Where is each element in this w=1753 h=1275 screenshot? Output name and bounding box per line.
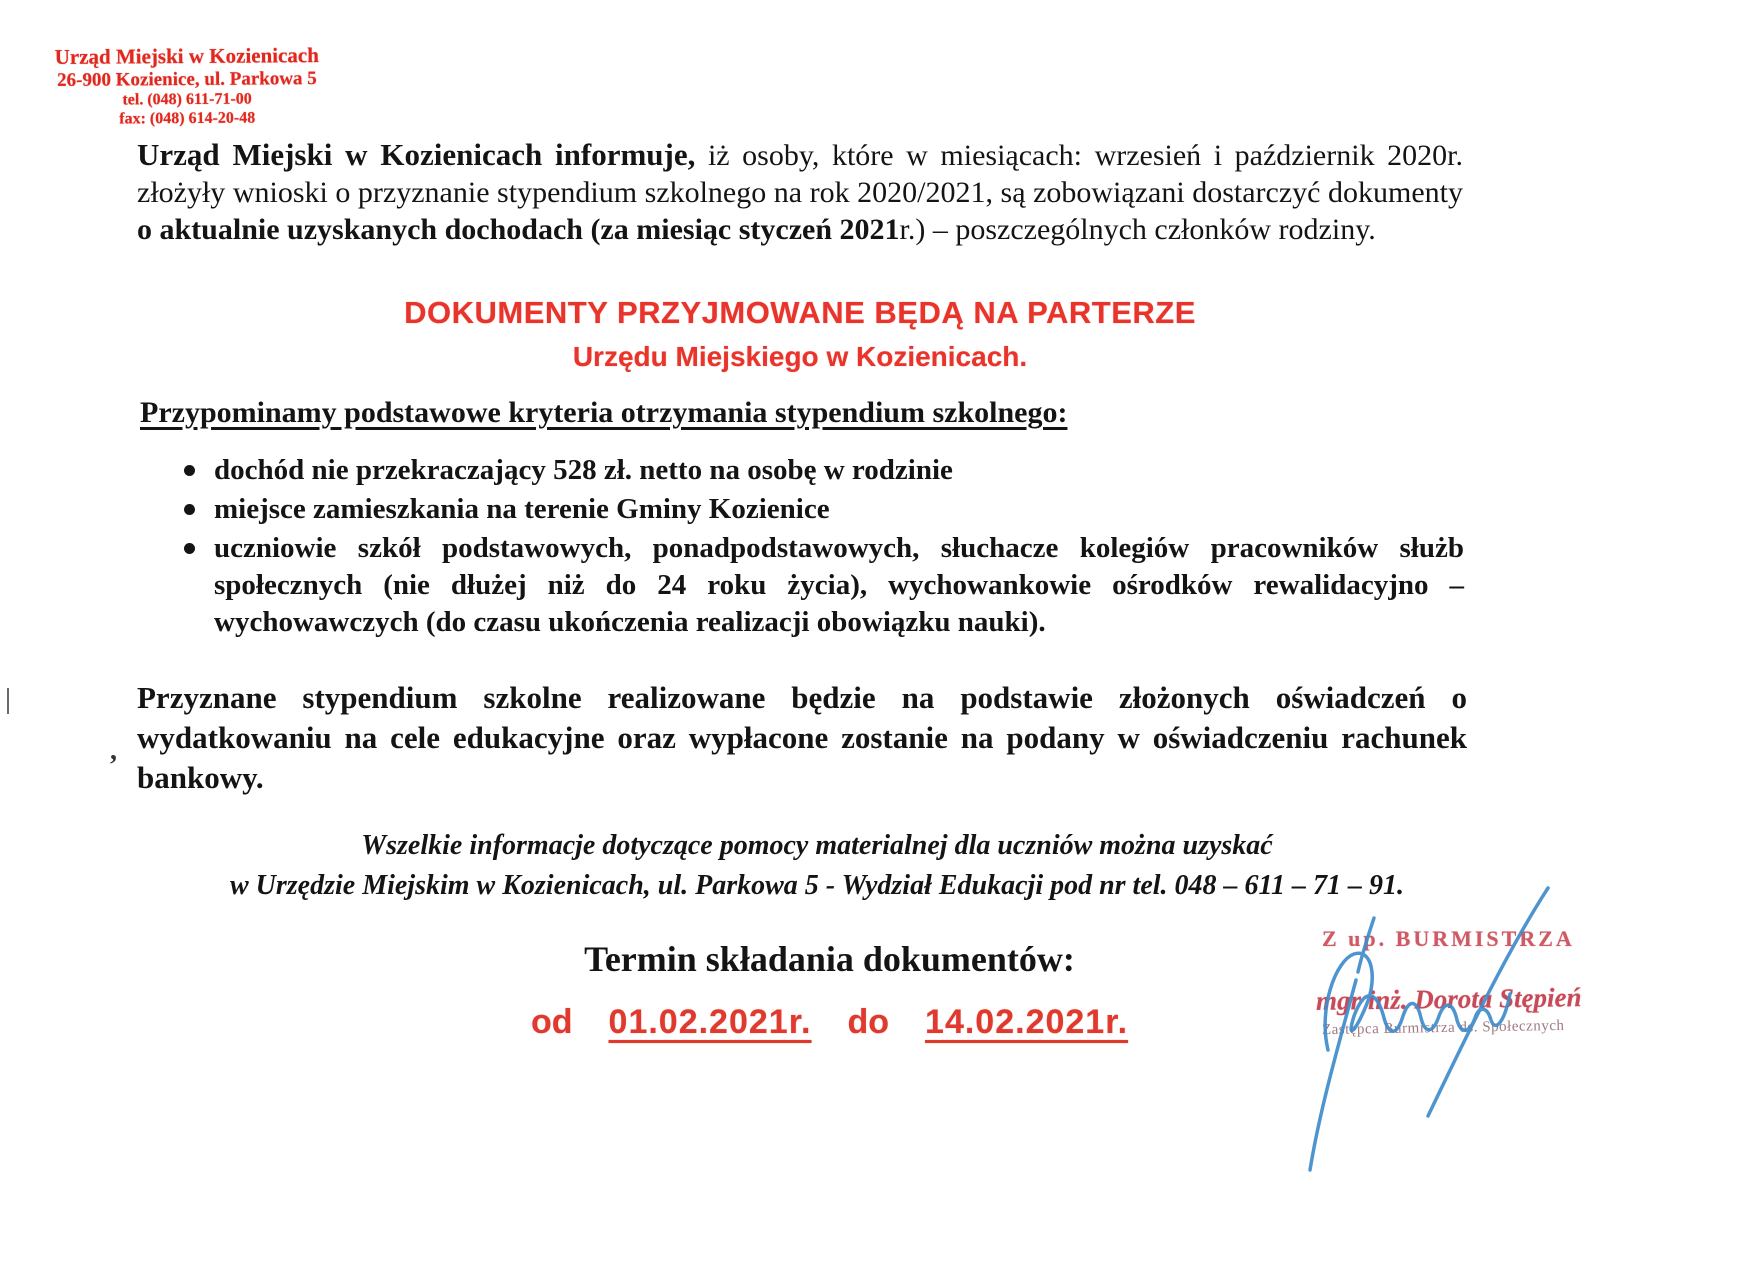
stamp-office-name: Urząd Miejski w Kozienicach [54,43,319,69]
deadline-heading: Termin składania dokumentów: [584,939,1075,979]
intro-text-2: r.) – poszczególnych członków rodziny. [899,213,1376,246]
intro-bold-lead: Urząd Miejski w Kozienicach informuje, [137,137,696,172]
stamp-phone: tel. (048) 611-71-00 [122,90,252,109]
office-address-stamp [42,43,333,130]
info-line-1: Wszelkie informacje dotyczące pomocy materialnej dla uczniów można uzyskać [361,830,1273,861]
info-line-2: w Urzędzie Miejskim w Kozienicach, ul. Parkowa 5 - Wydział Edukacji pod nr tel. 048 – 611 – 71 – 91. [229,870,1405,901]
scan-artifact-comma: , [110,735,117,766]
red-banner [137,295,1463,373]
deadline-from-date: 01.02.2021r. [608,1003,812,1041]
deadline-to-date: 14.02.2021r. [925,1003,1129,1041]
stamp-fax: fax: (048) 614-20-48 [119,109,256,128]
payment-paragraph: Przyznane stypendium szkolne realizowane będzie na podstawie złożonych oświadczeń o wydatkowaniu na cele edukacyjne oraz wypłacone zostanie na podany w oświadczeniu rachunek bankowy. [137,680,1467,795]
criteria-item-residence: miejsce zamieszkania na terenie Gminy Kozienice [178,491,1464,528]
intro-paragraph [137,136,1463,248]
signature-authority-stamp: Z up. BURMISTRZA [1322,926,1575,951]
intro-text-1: iż osoby, które w miesiącach: wrzesień i październik 2020r. złożyły wnioski o przyznanie stypendium szkolnego na rok 2020/2021, są zobowiązani dostarczyć dokumenty [137,139,1463,209]
scan-artifact-tick [7,688,9,714]
criteria-item-income: dochód nie przekraczający 528 zł. netto na osobę w rodzinie [178,452,1464,489]
banner-line-2: Urzędu Miejskiego w Kozienicach. [572,341,1028,372]
intro-bold-income: o aktualnie uzyskanych dochodach (za miesiąc styczeń 2021 [137,213,900,246]
signature-ink [1258,868,1578,1198]
criteria-item-students: uczniowie szkół podstawowych, ponadpodstawowych, słuchacze kolegiów pracowników służb społecznych (nie dłużej niż do 24 roku życia), wychowankowie ośrodków rewalidacyjno – wychowawczych (do czasu ukończenia realizacji obowiązku nauki). [178,530,1464,641]
stamp-address: 26-900 Kozienice, ul. Parkowa 5 [57,67,317,91]
criteria-heading: Przypominamy podstawowe kryteria otrzymania stypendium szkolnego: [140,396,1068,429]
criteria-list [178,452,1464,643]
signature-name-stamp: mgr inż. Dorota Stępień [1315,982,1582,1016]
banner-line-1: DOKUMENTY PRZYJMOWANE BĘDĄ NA PARTERZE [404,295,1196,330]
signature-title-stamp: Zastępca Burmistrza ds. Społecznych [1321,1017,1565,1039]
deadline-from-word: od [530,1003,573,1041]
deadline-to-word: do [847,1003,890,1041]
